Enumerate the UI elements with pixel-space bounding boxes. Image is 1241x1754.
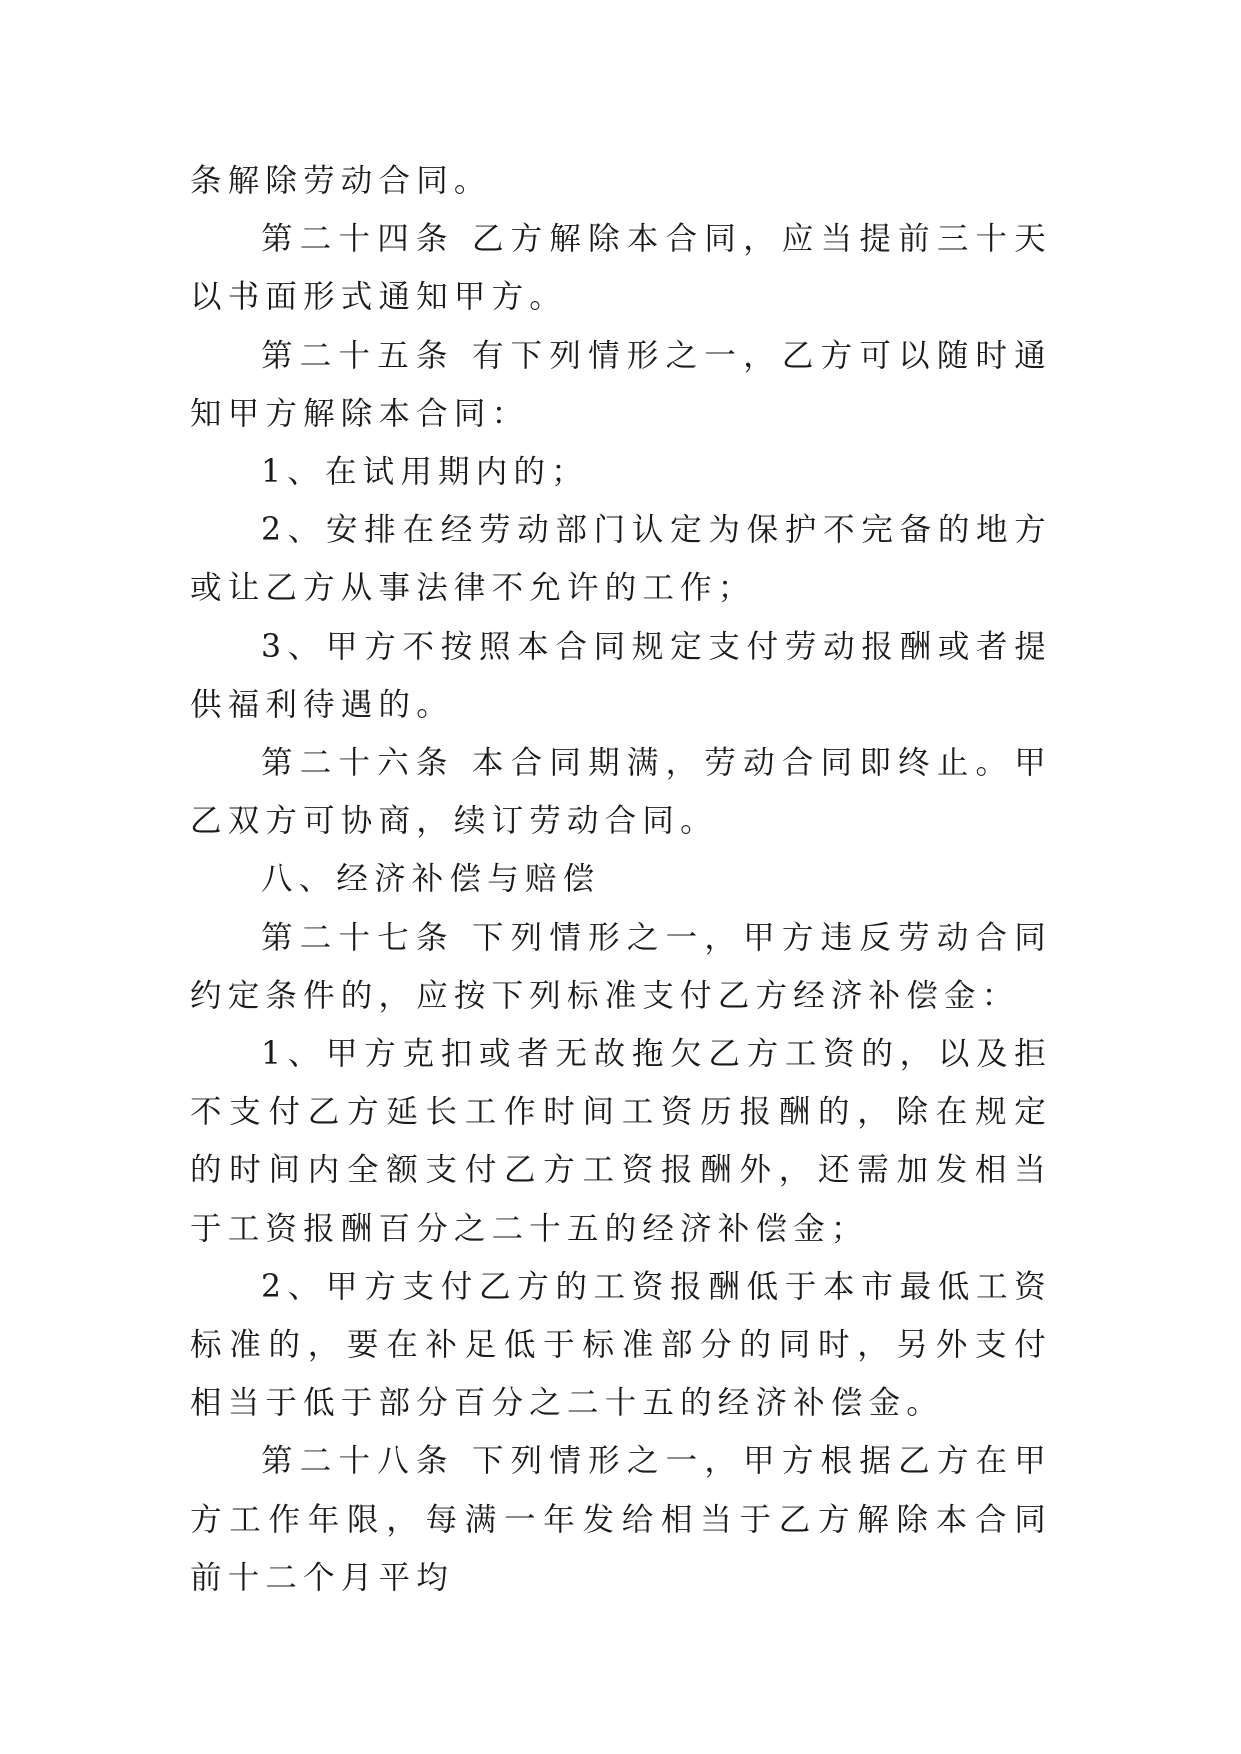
- article-25-item-2: 2、安排在经劳动部门认定为保护不完备的地方或让乙方从事法律不允许的工作；: [190, 512, 1052, 607]
- section-heading-compensation: 八、经济补偿与赔偿: [261, 861, 601, 898]
- article-25-item-3: 3、甲方不按照本合同规定支付劳动报酬或者提供福利待遇的。: [190, 628, 1052, 723]
- paragraph-continuation: 条解除劳动合同。: [190, 163, 492, 199]
- article-27-item-1: 1、甲方克扣或者无故拖欠乙方工资的，以及拒不支付乙方延长工作时间工资历报酬的，除在规定的时间内全额支付乙方工资报酬外，还需加发相当于工资报酬百分之二十五的经济补偿金；: [190, 1036, 1052, 1247]
- article-27: 第二十七条 下列情形之一，甲方违反劳动合同约定条件的，应按下列标准支付乙方经济补偿金：: [190, 919, 1052, 1014]
- article-28: 第二十八条 下列情形之一，甲方根据乙方在甲方工作年限，每满一年发给相当于乙方解除本合同前十二个月平均: [190, 1443, 1052, 1596]
- article-25: 第二十五条 有下列情形之一，乙方可以随时通知甲方解除本合同：: [190, 337, 1052, 432]
- article-26: 第二十六条 本合同期满，劳动合同即终止。甲乙双方可协商，续订劳动合同。: [190, 745, 1052, 840]
- article-24: 第二十四条 乙方解除本合同，应当提前三十天以书面形式通知甲方。: [190, 221, 1052, 316]
- article-27-item-2: 2、甲方支付乙方的工资报酬低于本市最低工资标准的，要在补足低于标准部分的同时，另外支付相当于低于部分百分之二十五的经济补偿金。: [190, 1268, 1052, 1422]
- article-25-item-1: 1、在试用期内的；: [261, 454, 589, 491]
- document-body: [190, 152, 1052, 1607]
